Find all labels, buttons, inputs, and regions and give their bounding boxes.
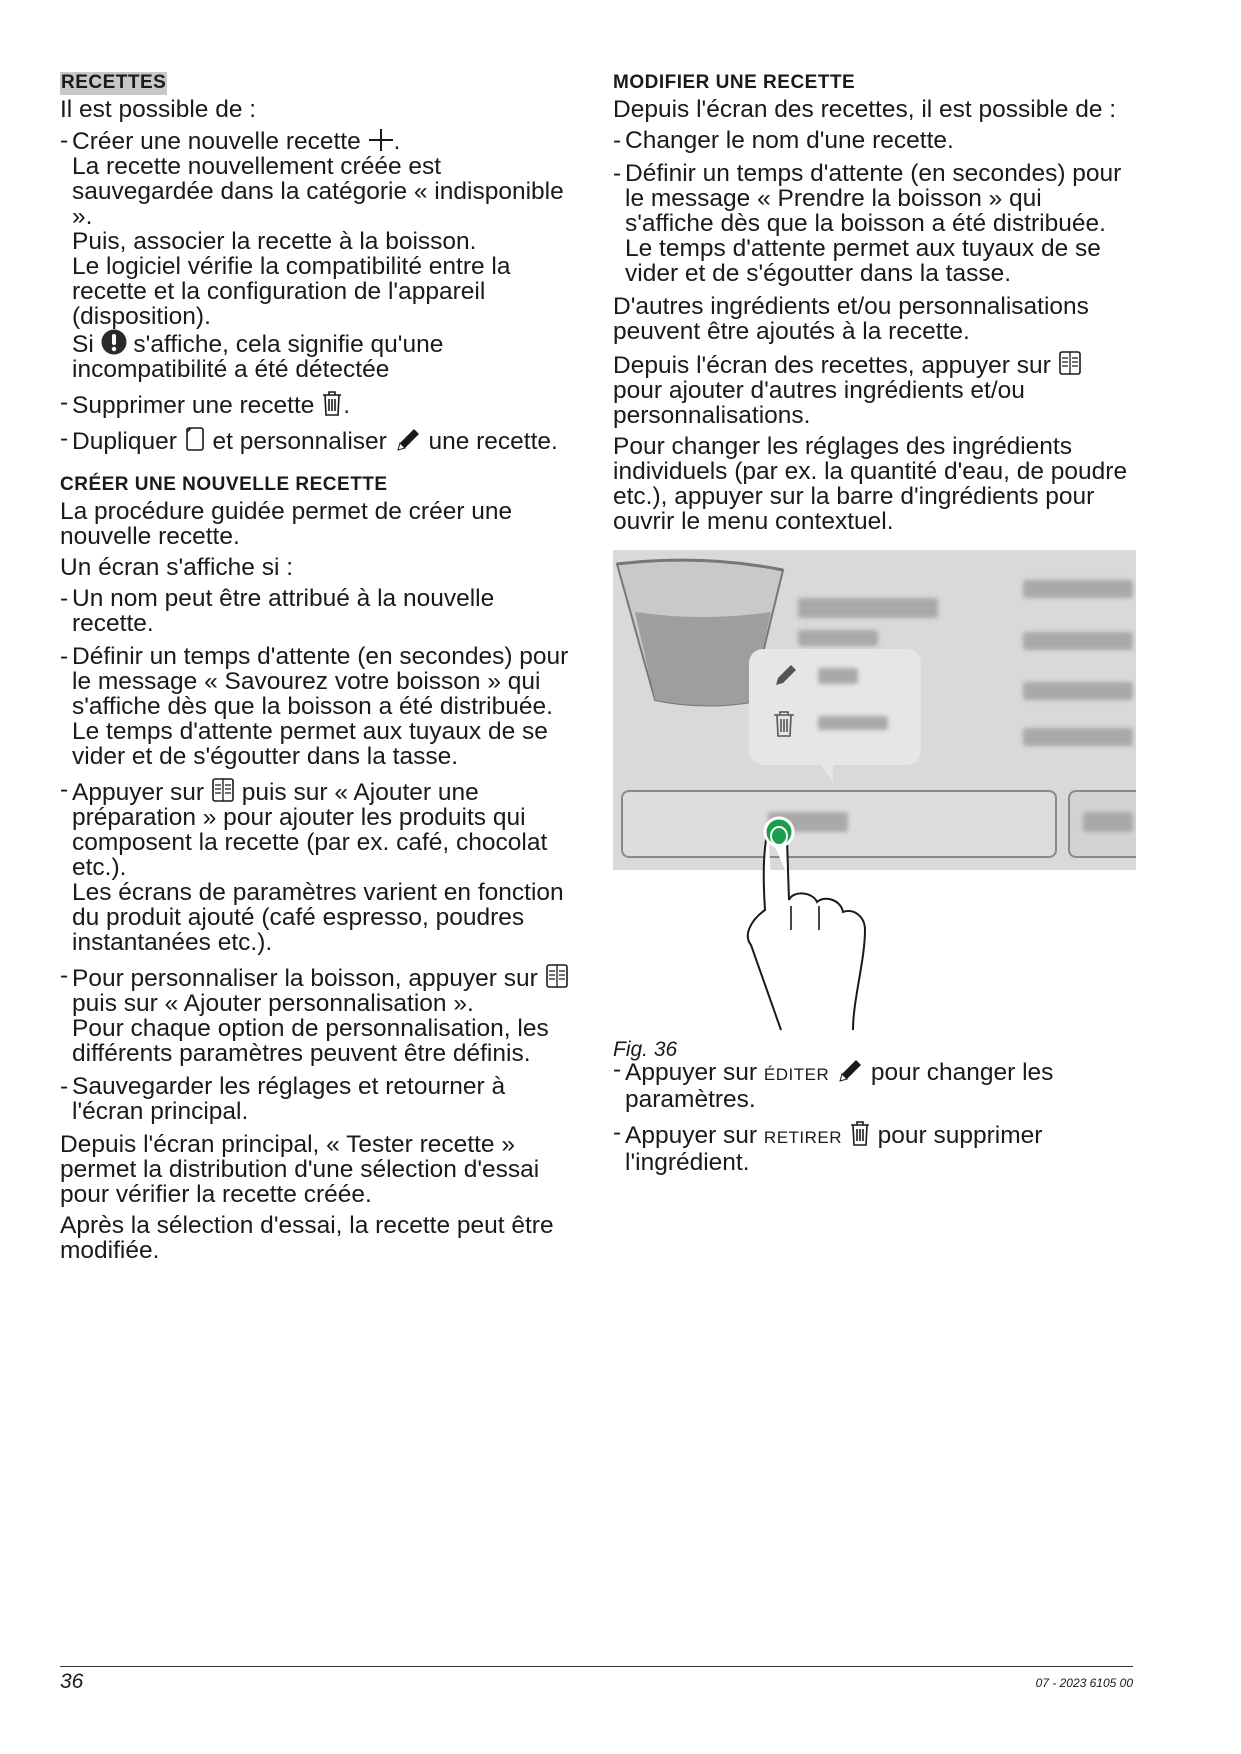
recipe-book-icon	[211, 777, 235, 803]
list-item: - Définir un temps d'attente (en secondes) pour le message « Prendre la boisson » qui s'affiche dès que la boisson a été distribuée. Le temps d'attente permet aux tuyaux de se vider et de s'égoutter dans la tasse.	[613, 159, 1122, 287]
figure-36	[613, 550, 1136, 1061]
list-item: - Définir un temps d'attente (en secondes) pour le message « Savourez votre boisson » qui s'affiche dès que la boisson a été distribuée. Le temps d'attente permet aux tuyaux de se vider et de s'égoutter dans la tasse.	[60, 642, 569, 770]
duplicate-icon	[184, 426, 206, 452]
keyword-retirer: RETIRER	[763, 1127, 843, 1147]
trash-icon	[849, 1120, 871, 1146]
list-item: - Changer le nom d'une recette.	[613, 126, 954, 154]
list-item: - Appuyer sur ÉDITER pour changer les paramètres.	[613, 1055, 1054, 1113]
paragraph: Depuis l'écran des recettes, il est possible de :	[613, 95, 1117, 123]
list-item: - Appuyer sur RETIRER pour supprimer l'ingrédient.	[613, 1118, 1043, 1176]
pencil-icon	[836, 1057, 864, 1083]
paragraph: La procédure guidée permet de créer une nouvelle recette.	[60, 497, 513, 550]
paragraph: Depuis l'écran principal, « Tester recette » permet la distribution d'une sélection d'essai pour vérifier la recette créée.	[60, 1130, 540, 1208]
list-item: - Créer une nouvelle recette . La recette nouvellement créée est sauvegardée dans la catégorie « indisponible ». Puis, associer la recette à la boisson. Le logiciel vérifie la compatibilité entre la recette et la configuration de l'appareil (disposition). Si s'affiche, cela signifie qu'une incompatibilité a été détectée	[60, 126, 564, 383]
paragraph: Pour changer les réglages des ingrédients individuels (par ex. la quantité d'eau, de poudre etc.), appuyer sur la barre d'ingrédients pour ouvrir le menu contextuel.	[613, 432, 1128, 535]
footer-divider	[60, 1666, 1133, 1667]
figure-caption: Fig. 36	[613, 1037, 678, 1061]
exclamation-icon	[101, 329, 127, 355]
list-item: - Pour personnaliser la boisson, appuyer sur puis sur « Ajouter personnalisation ». Pour chaque option de personnalisation, les différents paramètres peuvent être définis.	[60, 963, 580, 1066]
list-item: - Un nom peut être attribué à la nouvelle recette.	[60, 584, 495, 637]
section-title-modifier: MODIFIER UNE RECETTE	[613, 72, 856, 93]
document-reference: 07 - 2023 6105 00	[1035, 1676, 1133, 1690]
pencil-icon	[394, 426, 422, 452]
right-column	[613, 72, 1133, 1183]
trash-icon	[321, 390, 343, 416]
recipe-book-icon	[545, 963, 569, 989]
list-item: - Appuyer sur puis sur « Ajouter une préparation » pour ajouter les produits qui composent la recette (par ex. café, chocolat etc.). Les écrans de paramètres varient en fonction du produit ajouté (café espresso, poudres instantanées etc.).	[60, 775, 564, 956]
paragraph: Depuis l'écran des recettes, appuyer sur pour ajouter d'autres ingrédients et/ou personnalisations.	[613, 350, 1133, 428]
paragraph: Un écran s'affiche si :	[60, 553, 294, 581]
plus-icon	[368, 128, 394, 152]
paragraph: D'autres ingrédients et/ou personnalisations peuvent être ajoutés à la recette.	[613, 292, 1089, 345]
list-item: - Dupliquer et personnaliser une recette.	[60, 424, 558, 455]
section-title-creer: CRÉER UNE NOUVELLE RECETTE	[60, 473, 388, 495]
left-column	[60, 72, 580, 1269]
list-item: - Supprimer une recette .	[60, 388, 351, 419]
keyword-editer: ÉDITER	[763, 1064, 830, 1084]
page-number: 36	[60, 1670, 84, 1693]
list-item: - Sauvegarder les réglages et retourner à l'écran principal.	[60, 1072, 506, 1125]
paragraph: Après la sélection d'essai, la recette peut être modifiée.	[60, 1211, 554, 1264]
recipe-book-icon	[1058, 350, 1082, 376]
recettes-intro: Il est possible de :	[60, 95, 257, 123]
pointing-hand-icon	[613, 550, 1136, 1045]
section-title-recettes: RECETTES	[61, 72, 167, 93]
